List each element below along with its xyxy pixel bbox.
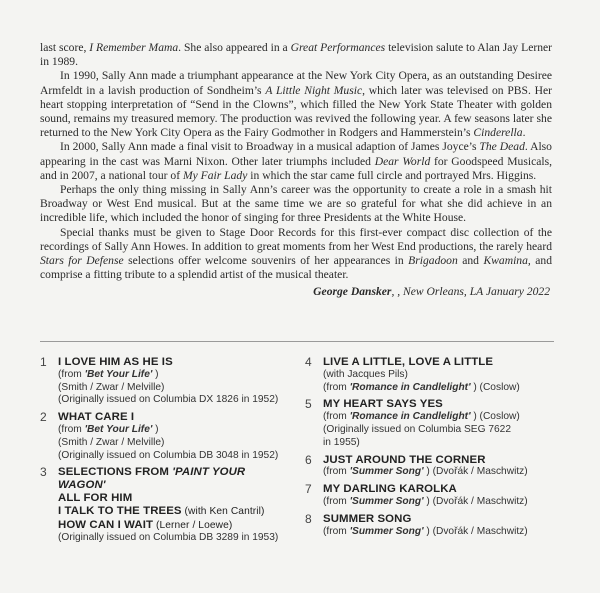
track-credits: (Smith / Zwar / Melville) <box>58 436 165 448</box>
liner-notes <box>40 41 552 300</box>
track-title: MY HEART SAYS YES <box>323 398 443 411</box>
track-credits: (Smith / Zwar / Melville) <box>58 381 165 393</box>
notes-paragraph-4: Perhaps the only thing missing in Sally Ann’s career was the opportunity to create a role in a smash hit Broadway or West End musical. But at the same time we are so grateful for what she did achieve in an incredible life, which included the honor of singing for three Presidents at the White House. <box>40 183 552 225</box>
track-title: JUST AROUND THE CORNER <box>323 453 486 466</box>
track-8 <box>305 513 555 539</box>
track-title: LIVE A LITTLE, LOVE A LITTLE <box>323 356 494 368</box>
track-title: WHAT CARE I <box>58 411 135 424</box>
signature: George Dansker, , New Orleans, LA January 2022 <box>313 285 550 299</box>
track-3 <box>40 466 292 545</box>
track-number: 4 <box>305 355 312 369</box>
track-number: 3 <box>40 465 47 480</box>
track-title: SUMMER SONG <box>323 512 412 525</box>
track-title: SELECTIONS FROM 'PAINT YOUR WAGON' <box>58 466 246 492</box>
track-number: 8 <box>305 511 312 526</box>
track-7 <box>305 483 555 509</box>
track-number: 1 <box>40 355 47 369</box>
track-1 <box>40 356 292 407</box>
track-issue: in 1955) <box>323 436 360 448</box>
track-title: MY DARLING KAROLKA <box>323 483 457 496</box>
track-issue: (Originally issued on Columbia DB 3289 in 1953) <box>58 532 279 544</box>
track-6 <box>305 454 555 480</box>
track-number: 5 <box>305 397 312 412</box>
track-issue: (Originally issued on Columbia DX 1826 in 1952) <box>58 394 279 406</box>
track-source: (from 'Summer Song' ) (Dvořák / Maschwitz) <box>323 495 528 507</box>
track-number: 7 <box>305 482 312 497</box>
track-source: (from 'Summer Song' ) (Dvořák / Maschwitz) <box>323 466 528 478</box>
track-title: I LOVE HIM AS HE IS <box>58 356 173 368</box>
track-number: 2 <box>40 410 47 425</box>
track-artist: (with Jacques Pils) <box>323 368 408 380</box>
notes-paragraph-2: In 1990, Sally Ann made a triumphant appearance at the New York City Opera, as an outstanding Desiree Armfeldt in a lavish production of Sondheim’s A Little Night Music, which later was televised on PBS. Her heart stopping interpretation of “Send in the Clowns”, which filled the New York State Theater with golden sound, remains my treasured memory. The production was revived the following year. A few seasons later she returned to the New York City Opera as the Fairy Godmother in Rodgers and Hammerstein’s Cinderella. <box>40 69 552 140</box>
track-source: (from 'Romance in Candlelight' ) (Coslow) <box>323 381 520 393</box>
track-5 <box>305 398 555 449</box>
divider <box>40 341 554 342</box>
track-source: (from 'Summer Song' ) (Dvořák / Maschwitz) <box>323 525 528 537</box>
notes-paragraph-5: Special thanks must be given to Stage Door Records for this first-ever compact disc collection of the recordings of Sally Ann Howes. In addition to great moments from her West End productions, the rarely heard Stars for Defense selections offer welcome souvenirs of her appearances in Brigadoon and Kwamina, and comprise a fitting tribute to a splendid artist of the musical theater. <box>40 225 552 282</box>
track-column-left <box>40 356 292 549</box>
notes-paragraph-1: last score, I Remember Mama. She also appeared in a Great Performances television salute to Alan Jay Lerner in 1989. <box>40 41 553 69</box>
track-issue: (Originally issued on Columbia SEG 7622 <box>323 423 511 435</box>
track-issue: (Originally issued on Columbia DB 3048 in 1952) <box>58 449 279 461</box>
track-source: (from 'Romance in Candlelight' ) (Coslow) <box>323 411 520 423</box>
track-source: (from 'Bet Your Life' ) <box>58 423 159 435</box>
track-subtitle: ALL FOR HIM <box>58 491 133 504</box>
track-source: (from 'Bet Your Life' ) <box>58 368 159 380</box>
track-4 <box>305 356 555 394</box>
track-column-right <box>305 356 555 542</box>
track-subtitle: HOW CAN I WAIT (Lerner / Loewe) <box>58 518 233 531</box>
track-subtitle: I TALK TO THE TREES (with Ken Cantril) <box>58 504 265 517</box>
track-number: 6 <box>305 452 312 467</box>
notes-paragraph-3: In 2000, Sally Ann made a final visit to Broadway in a musical adaption of James Joyce’s The Dead. Also appearing in the cast was Marni Nixon. Other later triumphs included Dear World for Goodspeed Musicals, and in 2007, a national tour of My Fair Lady in which the star came full circle and portrayed Mrs. Higgins. <box>40 140 552 182</box>
track-2 <box>40 411 292 462</box>
